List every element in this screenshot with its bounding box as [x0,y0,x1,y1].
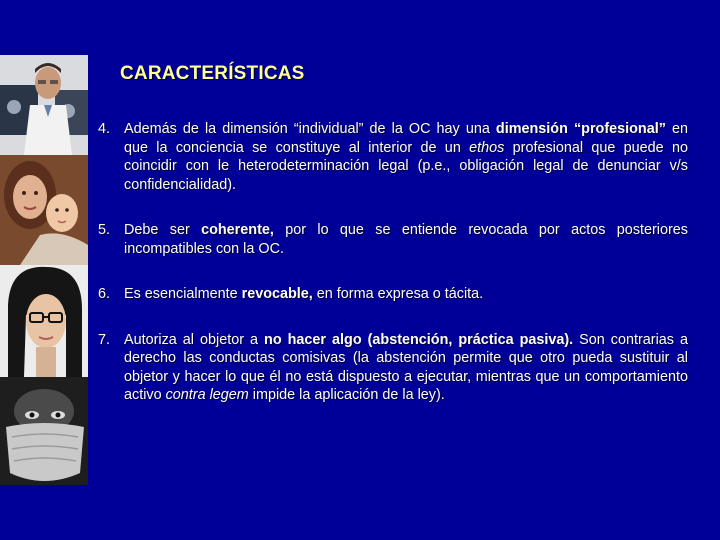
list-item [98,221,688,258]
woman-glasses-photo [0,265,88,377]
item-text [124,286,483,302]
characteristics-list [98,120,688,405]
item-text-part: Además de la dimensión “individual” de la OC hay una [124,121,496,137]
item-text [124,121,688,193]
item-number: 7. [98,331,111,348]
item-text-bold: revocable, [241,286,313,302]
item-text-bold: no hacer algo (abstención, práctica pasiva). [264,331,574,348]
masked-face-photo [0,377,88,485]
item-text-part: por lo que se entiende revocada por actos posteriores incompatibles con la OC. [124,222,688,257]
item-text-part: profesional que puede no coincidir con le heterodeterminación legal (p.e., obligación legal de denunciar v/s confidencialidad). [124,139,688,193]
item-text-italic: ethos [469,139,505,156]
item-text-part: Es esencialmente [124,286,242,302]
list-item [98,120,688,194]
item-text-bold: coherente, [201,222,274,238]
item-text-part: impide la aplicación de la ley). [248,387,445,403]
photo-strip [0,55,88,485]
item-text-part: Son contrarias a derecho las conductas comisivas (la abstención permite que otro pueda sustituir al objetor y hacer lo que él no está dispuesto a ejecutar, mientras que un comportamiento activo [124,331,688,403]
item-text-part: en que la conciencia se constituye al interior de un [124,121,688,156]
item-text-part: Debe ser [124,222,202,238]
item-number: 4. [98,121,111,137]
item-text [124,222,688,257]
item-text [124,332,688,404]
item-text-part: Autoriza al objetor a [124,331,265,348]
item-number: 5. [98,222,111,238]
item-text-italic: contra legem [165,387,249,403]
slide-title: CARACTERÍSTICAS [120,63,305,84]
list-item [98,331,688,405]
list-item [98,285,688,304]
doctor-photo [0,55,88,155]
item-number: 6. [98,286,111,302]
mother-baby-photo [0,155,88,265]
item-text-bold: dimensión “profesional” [495,121,666,137]
item-text-part: en forma expresa o tácita. [312,286,484,302]
